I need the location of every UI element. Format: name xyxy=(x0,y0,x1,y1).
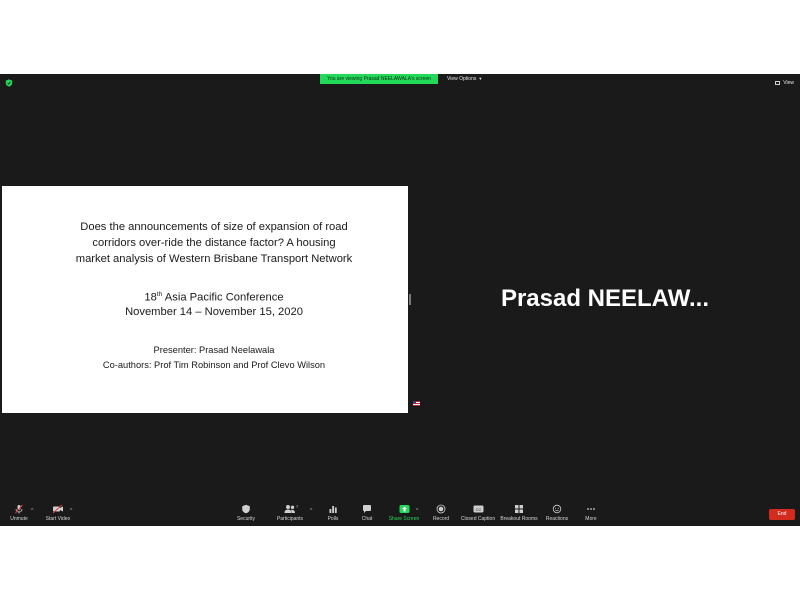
participant-name: Prasad NEELAW... xyxy=(500,285,710,312)
slide-title xyxy=(54,219,374,267)
microphone-muted-icon xyxy=(14,504,24,514)
video-options-chevron-icon[interactable]: ^ xyxy=(70,508,73,514)
share-screen-label: Share Screen xyxy=(388,516,420,522)
conference-ordinal-suffix: th xyxy=(156,291,163,298)
share-screen-chevron-icon[interactable]: ^ xyxy=(416,508,419,514)
encryption-shield-icon[interactable] xyxy=(5,79,13,87)
view-options-label: View Options xyxy=(447,76,477,82)
svg-text:CC: CC xyxy=(475,506,481,512)
share-screen-icon xyxy=(399,504,410,514)
start-video-label: Start Video xyxy=(45,516,71,522)
camera-off-icon xyxy=(52,504,64,514)
audio-options-chevron-icon[interactable]: ^ xyxy=(31,508,34,514)
security-label: Security xyxy=(236,516,256,522)
slide-title-line: market analysis of Western Brisbane Transport Network xyxy=(75,253,353,265)
reactions-label: Reactions xyxy=(545,516,569,522)
view-options-menu[interactable] xyxy=(447,74,482,84)
reactions-smiley-icon xyxy=(552,504,562,514)
conference-name-line xyxy=(54,288,374,305)
share-screen-button[interactable] xyxy=(388,504,420,524)
participants-button[interactable] xyxy=(275,504,305,524)
breakout-rooms-button[interactable] xyxy=(500,504,538,524)
view-button-label: View xyxy=(783,80,794,86)
slide-title-line: Does the announcements of size of expansion of road xyxy=(80,221,348,233)
participants-count: 7 xyxy=(296,504,299,509)
conference-name: Asia Pacific Conference xyxy=(164,291,284,304)
conference-dates: November 14 – November 15, 2020 xyxy=(125,305,303,318)
record-icon xyxy=(436,504,446,514)
coauthors-line: Co-authors: Prof Tim Robinson and Prof Clevo Wilson xyxy=(102,360,326,370)
security-shield-icon xyxy=(241,504,251,514)
conference-ordinal: 18 xyxy=(144,291,157,304)
reactions-button[interactable] xyxy=(544,504,570,524)
presenter-info xyxy=(54,343,374,373)
chat-bubble-icon xyxy=(362,504,372,514)
participants-chevron-icon[interactable]: ^ xyxy=(310,508,313,514)
end-meeting-button[interactable]: End xyxy=(769,509,795,520)
polls-label: Polls xyxy=(327,516,339,522)
slide-title-line: corridors over-ride the distance factor? A housing xyxy=(92,237,336,249)
closed-caption-label: Closed Caption xyxy=(460,516,496,522)
closed-caption-button[interactable] xyxy=(460,504,496,524)
record-button[interactable] xyxy=(429,504,453,524)
more-button[interactable] xyxy=(580,504,602,524)
gallery-view-icon xyxy=(775,81,780,85)
chat-label: Chat xyxy=(361,516,373,522)
presenter-line: Presenter: Prasad Neelawala xyxy=(153,345,275,355)
panel-resize-handle[interactable] xyxy=(409,294,411,305)
conference-info xyxy=(54,288,374,319)
record-label: Record xyxy=(432,516,450,522)
start-video-button[interactable] xyxy=(42,504,74,524)
shared-slide xyxy=(2,186,408,413)
chevron-down-icon: ▼ xyxy=(478,76,483,81)
chat-button[interactable] xyxy=(356,504,378,524)
flag-icon xyxy=(413,401,420,406)
polls-button[interactable] xyxy=(322,504,344,524)
unmute-button[interactable] xyxy=(7,504,34,524)
security-button[interactable] xyxy=(233,504,259,524)
participants-icon xyxy=(284,504,299,514)
more-label: More xyxy=(585,516,597,522)
more-ellipsis-icon xyxy=(586,504,596,514)
closed-caption-icon xyxy=(473,504,484,514)
view-button[interactable] xyxy=(775,79,794,87)
unmute-label: Unmute xyxy=(10,516,28,522)
breakout-rooms-icon xyxy=(514,504,524,514)
breakout-rooms-label: Breakout Rooms xyxy=(500,516,538,522)
viewing-screen-banner: You are viewing Prasad NEELAWALA's screen xyxy=(320,74,438,84)
polls-bar-icon xyxy=(328,504,338,514)
participants-label: Participants xyxy=(276,516,304,522)
zoom-meeting-window xyxy=(0,74,800,526)
